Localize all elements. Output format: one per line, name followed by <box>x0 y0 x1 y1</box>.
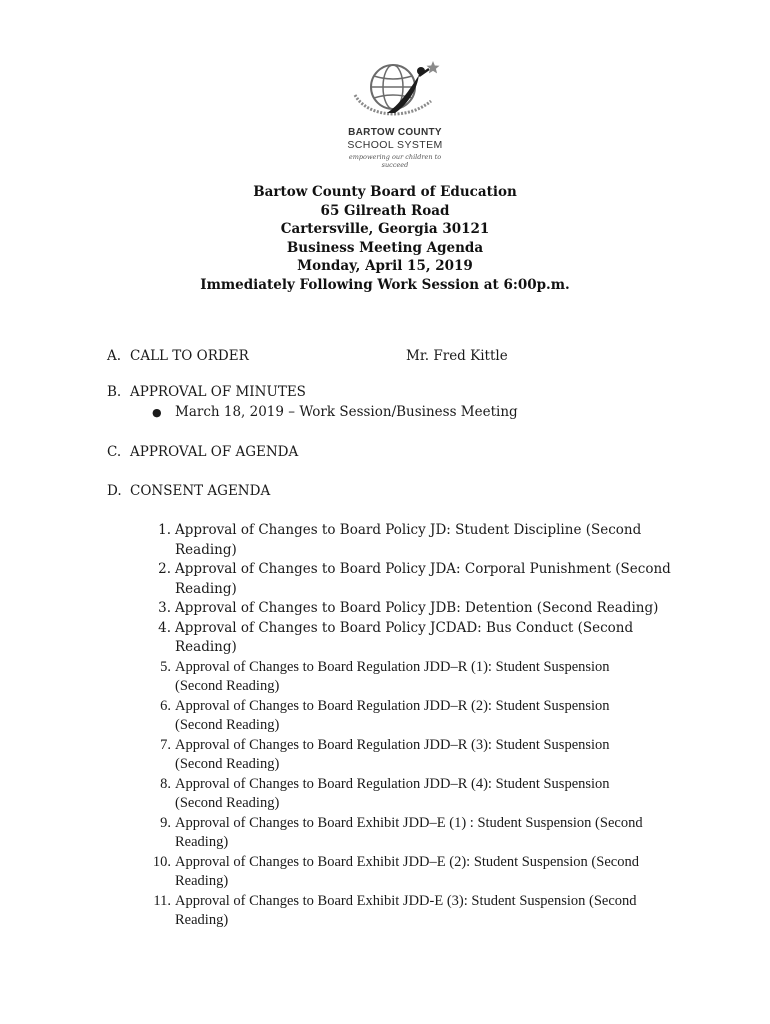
item-number: 2. <box>158 561 171 577</box>
logo-name-line1: BARTOW COUNTY <box>348 127 442 138</box>
item-number: 10. <box>152 853 171 870</box>
item-text-line: Approval of Changes to Board Regulation JDD–R (3): Student Suspension <box>175 736 610 753</box>
item-number: 1. <box>158 522 171 538</box>
list-item <box>145 619 685 658</box>
item-text-line: Approval of Changes to Board Regulation JDD–R (1): Student Suspension <box>175 658 610 675</box>
section-approval-of-agenda <box>107 444 298 460</box>
section-letter: C. <box>107 444 122 460</box>
section-consent-agenda <box>107 483 270 499</box>
item-text-line: Approval of Changes to Board Exhibit JDD–E (1) : Student Suspension (Second <box>175 814 643 831</box>
header-line-address: 65 Gilreath Road <box>320 202 450 219</box>
section-title: CALL TO ORDER <box>130 348 249 364</box>
item-number: 6. <box>160 697 171 714</box>
item-text-line: Reading) <box>175 541 237 558</box>
item-text-line: Reading) <box>175 873 229 889</box>
item-number: 5. <box>160 658 171 675</box>
section-letter: B. <box>107 384 122 400</box>
section-title: APPROVAL OF MINUTES <box>130 384 306 400</box>
item-number: 8. <box>160 775 171 792</box>
item-number: 9. <box>160 814 171 831</box>
item-text-line: Approval of Changes to Board Policy JDA: Corporal Punishment (Second <box>175 561 671 577</box>
logo-name-line2: SCHOOL SYSTEM <box>347 139 443 151</box>
item-text-line: Reading) <box>175 912 229 928</box>
item-text-line: Approval of Changes to Board Policy JD: Student Discipline (Second <box>175 522 642 538</box>
list-item <box>145 736 685 775</box>
logo-tagline: empowering our children to succeed <box>348 153 442 169</box>
section-letter: A. <box>107 348 122 364</box>
item-text-line: Approval of Changes to Board Regulation JDD–R (2): Student Suspension <box>175 697 610 714</box>
bullet-icon: ● <box>152 406 162 419</box>
header-line-date: Monday, April 15, 2019 <box>297 258 473 274</box>
list-item <box>145 853 685 892</box>
section-title: APPROVAL OF AGENDA <box>130 444 299 460</box>
bullet-text: March 18, 2019 – Work Session/Business Meeting <box>175 404 518 420</box>
item-text-line: (Second Reading) <box>175 717 280 733</box>
presenter-name: Mr. Fred Kittle <box>406 348 508 364</box>
item-number: 3. <box>158 600 171 616</box>
school-system-logo <box>335 55 455 169</box>
item-number: 7. <box>160 736 171 753</box>
item-text-line: Reading) <box>175 580 237 597</box>
item-text-line: (Second Reading) <box>175 756 280 772</box>
list-item <box>145 599 685 619</box>
list-item <box>145 775 685 814</box>
section-letter: D. <box>107 483 122 499</box>
header-line-meeting-type: Business Meeting Agenda <box>286 239 484 256</box>
item-number: 11. <box>153 892 171 909</box>
section-title: CONSENT AGENDA <box>130 483 271 499</box>
agenda-header <box>0 183 770 294</box>
item-text-line: Approval of Changes to Board Policy JDB: Detention (Second Reading) <box>175 600 659 616</box>
globe-star-icon <box>347 55 443 125</box>
item-text-line: Reading) <box>175 834 229 850</box>
section-approval-of-minutes <box>107 384 306 400</box>
list-item <box>145 697 685 736</box>
list-item <box>145 521 685 560</box>
header-line-board: Bartow County Board of Education <box>253 184 517 200</box>
item-text-line: (Second Reading) <box>175 678 280 694</box>
item-text-line: Approval of Changes to Board Regulation JDD–R (4): Student Suspension <box>175 775 610 792</box>
consent-agenda-list <box>145 521 685 931</box>
list-item <box>145 814 685 853</box>
item-text-line: (Second Reading) <box>175 795 280 811</box>
list-item <box>145 658 685 697</box>
item-text-line: Approval of Changes to Board Exhibit JDD–E (2): Student Suspension (Second <box>175 853 639 870</box>
item-text-line: Approval of Changes to Board Exhibit JDD-E (3): Student Suspension (Second <box>175 892 637 909</box>
list-item <box>145 560 685 599</box>
list-item <box>145 892 685 931</box>
section-call-to-order <box>107 348 249 364</box>
item-text-line: Approval of Changes to Board Policy JCDAD: Bus Conduct (Second Reading) <box>175 619 634 655</box>
header-line-time: Immediately Following Work Session at 6:00p.m. <box>200 276 570 293</box>
item-number: 4. <box>158 619 171 636</box>
header-line-city: Cartersville, Georgia 30121 <box>280 221 490 237</box>
minutes-bullet-item <box>152 404 518 420</box>
